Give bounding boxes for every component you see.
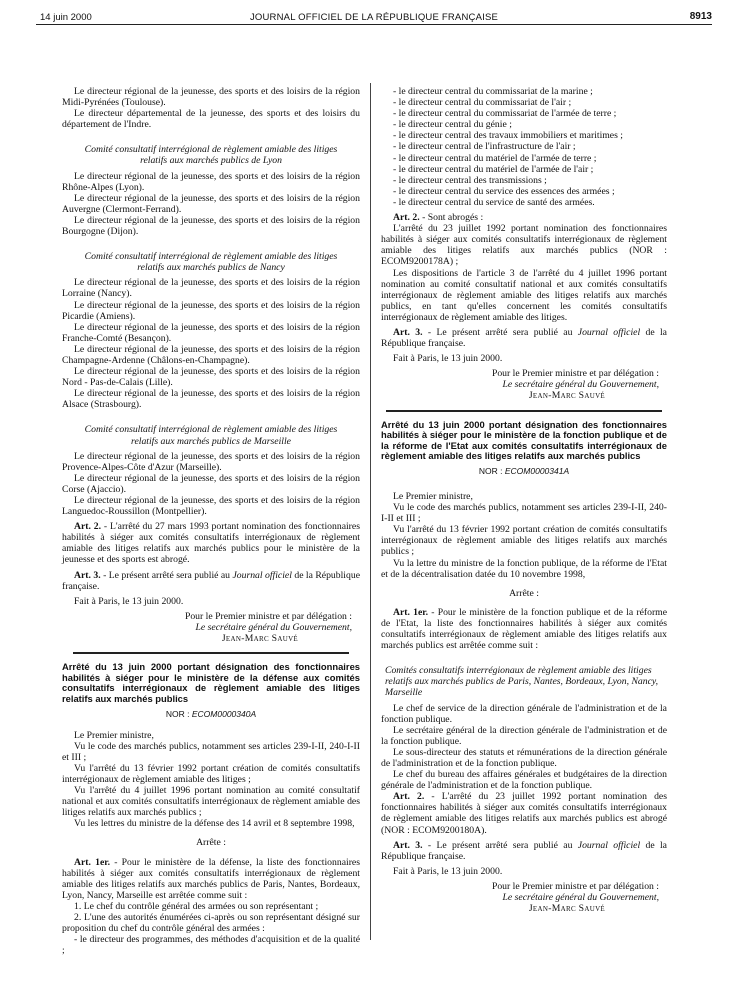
article-2-text: - L'arrêté du 27 mars 1993 portant nomination des fonctionnaires habilités à siéger aux comités consultatifs interrégionaux de règlement amiable des litiges relatifs aux marchés publics pour le ministère de la jeunesse et des sports est abrogé. [62, 521, 360, 566]
article-3 [381, 327, 667, 349]
abrogation-paragraph: L'arrêté du 23 juillet 1992 portant nomination des fonctionnaires habilités à siéger aux comités consultatifs interrégionaux de règlement amiable des litiges relatifs aux marchés publics (NOR : ECOM9200178A) ; [381, 223, 667, 268]
member-paragraph: Le directeur régional de la jeunesse, des sports et des loisirs de la région Nord - Pas-de-Calais (Lille). [62, 366, 360, 389]
signature-name: Jean-Marc Sauvé [528, 390, 605, 402]
member-paragraph: Le chef du bureau des affaires générales et budgétaires de la direction générale de l'administration et de la fonction publique. [381, 769, 667, 792]
header-title: JOURNAL OFFICIEL DE LA RÉPUBLIQUE FRANÇAISE [249, 12, 499, 23]
member-paragraph: Le directeur régional de la jeunesse, des sports et des loisirs de la région Corse (Ajaccio). [62, 472, 360, 495]
member-paragraph: Le directeur régional de la jeunesse, des sports et des loisirs de la région Rhône-Alpes (Lyon). [62, 170, 360, 193]
list-item: - le directeur central du matériel de l'armée de l'air ; [393, 163, 594, 175]
done-at: Fait à Paris, le 13 juin 2000. [74, 595, 184, 607]
article-1 [381, 607, 667, 651]
left-column [62, 86, 360, 956]
prime-minister: Le Premier ministre, [393, 491, 473, 502]
member-paragraph: Le directeur régional de la jeunesse, des sports et des loisirs de la région Bourgogne (Dijon). [62, 214, 360, 238]
member-paragraph: Le sous-directeur des statuts et rémunérations de la direction générale de l'administration et de la fonction publique. [381, 746, 667, 769]
committee-heading-marseille: Comité consultatif interrégional de règlement amiable des litiges relatifs aux marchés publics de Marseille [84, 424, 338, 447]
article-1 [62, 857, 360, 901]
member-paragraph: Le secrétaire général de la direction générale de l'administration et de la fonction publique. [381, 724, 667, 747]
article-2 [62, 521, 360, 565]
list-item: - le directeur central du commissariat de la marine ; [393, 86, 593, 97]
member-paragraph: Le directeur régional de la jeunesse, des sports et des loisirs de la région Picardie (Amiens). [62, 299, 360, 322]
member-paragraph: Le directeur régional de la jeunesse, des sports et des loisirs de la région Alsace (Strasbourg). [62, 388, 360, 411]
arrete-heading: Arrête : [196, 837, 226, 849]
list-item: - le directeur central du génie ; [393, 119, 512, 131]
nor-label: NOR : [165, 708, 192, 719]
member-paragraph: Le chef de service de la direction générale de l'administration et de la fonction publique. [381, 702, 667, 725]
article-2 [381, 791, 667, 835]
member-paragraph: Le directeur régional de la jeunesse, des sports et des loisirs de la région Franche-Comté (Besançon). [62, 321, 360, 344]
list-item: - le directeur central du matériel de l'armée de terre ; [393, 152, 597, 164]
right-column [381, 86, 667, 914]
journal-officiel-text: Journal officiel [232, 569, 292, 581]
article-2-text: - L'arrêté du 23 juillet 1992 portant nomination des fonctionnaires habilités à siéger aux comités consultatifs interrégionaux de règlement amiable des litiges relatifs aux marchés publics est abrogé (NOR : ECOM9200180A). [381, 791, 667, 836]
article-1-text: - Pour le ministère de la fonction publique et de la réforme de l'Etat, la liste des fonctionnaires habilités à siéger aux comités consultatifs interrégionaux de règlement amiable des litiges relatifs aux marchés publics est arrêtée comme suit : [381, 606, 668, 652]
committee-heading: Comités consultatifs interrégionaux de règlement amiable des litiges relatifs aux marchés publics de Paris, Nantes, Bordeaux, Lyon, Nancy, Marseille [385, 665, 659, 699]
committee-heading-nancy: Comité consultatif interrégional de règlement amiable des litiges relatifs aux marchés publics de Nancy [84, 251, 338, 274]
prime-minister: Le Premier ministre, [74, 729, 154, 741]
nor-reference [381, 466, 667, 477]
member-paragraph: Le directeur régional de la jeunesse, des sports et des loisirs de la région Lorraine (Nancy). [62, 277, 360, 300]
article-1-text: - Pour le ministère de la défense, la liste des fonctionnaires habilités à siéger aux comités consultatifs interrégionaux de règlement amiable des litiges relatifs aux marchés publics de Paris, Nantes, Bordeaux, Lyon, Nancy, Marseille est arrêtée comme suit : [62, 856, 360, 901]
nor-label: NOR : [478, 465, 505, 476]
column-divider [370, 83, 371, 940]
visa-paragraph: Vu la lettre du ministre de la fonction publique, de la réforme de l'Etat et de la décentralisation datée du 10 novembre 1998, [381, 557, 667, 580]
article-3-label: Art. 3. [393, 839, 423, 851]
visa-paragraph: Vu l'arrêté du 13 février 1992 portant création de comités consultatifs interrégionaux de règlement amiable des litiges relatifs aux marchés publics ; [381, 524, 667, 558]
visa-paragraph: Vu l'arrêté du 4 juillet 1996 portant nomination au comité consultatif national et aux comités consultatifs interrégionaux de règlement amiable des litiges relatifs aux marchés publics ; [62, 785, 360, 819]
visa-paragraph: Vu l'arrêté du 13 février 1992 portant création de comités consultatifs interrégionaux de règlement amiable des litiges ; [62, 762, 360, 785]
done-at: Fait à Paris, le 13 juin 2000. [393, 865, 503, 877]
visa-paragraph: Vu les lettres du ministre de la défense des 14 avril et 8 septembre 1998, [74, 818, 355, 830]
nor-code: ECOM0000341A [504, 465, 570, 476]
journal-officiel-text: Journal officiel [577, 326, 641, 338]
arrete-heading: Arrête : [509, 587, 539, 599]
article-3-text-end: de la République française. [381, 326, 667, 350]
journal-officiel-text: Journal officiel [577, 839, 641, 851]
article-3-text-end: de la République française. [381, 839, 667, 862]
member-paragraph: Le directeur régional de la jeunesse, des sports et des loisirs de la région Auvergne (Clermont-Ferrand). [62, 192, 360, 215]
member-paragraph: Le directeur régional de la jeunesse, des sports et des loisirs de la région Champagne-Ardenne (Châlons-en-Champagne). [62, 343, 360, 366]
article-3-text: - Le présent arrêté sera publié au [422, 326, 578, 338]
nor-code: ECOM0000340A [191, 708, 257, 719]
article-3-label: Art. 3. [393, 326, 423, 338]
header-page-number: 8913 [689, 11, 712, 22]
visa-paragraph: Vu le code des marchés publics, notamment ses articles 239-I-II, 240-I-II et III ; [62, 740, 360, 763]
nor-reference [62, 709, 360, 720]
list-item: - le directeur central du commissariat de l'armée de terre ; [393, 108, 617, 120]
article-2-label: Art. 2. [74, 521, 102, 533]
signature-delegation: Pour le Premier ministre et par délégation : [184, 610, 352, 622]
article-3-text: - Le présent arrêté sera publié au [422, 839, 578, 851]
article-1-label: Art. 1er. [393, 606, 429, 618]
list-item: - le directeur central des travaux immobiliers et maritimes ; [393, 130, 623, 142]
article-2-label: Art. 2. [393, 791, 425, 803]
article-3 [62, 570, 360, 592]
list-item: - le directeur central de l'infrastructure de l'air ; [393, 141, 576, 153]
article-3-label: Art. 3. [74, 569, 101, 581]
header-rule [36, 24, 712, 25]
decree-title: Arrêté du 13 juin 2000 portant désignation des fonctionnaires habilités à siéger pour le ministère de la défense aux comités consultatifs interrégionaux de règlement amiable des litiges relatifs aux marchés publics [62, 661, 360, 704]
visa-paragraph: Vu le code des marchés publics, notamment ses articles 239-I-II, 240-I-II et III ; [381, 502, 667, 525]
decree-title: Arrêté du 13 juin 2000 portant désignation des fonctionnaires habilités à siéger pour le ministère de la fonction publique et de la réforme de l'Etat aux comités consultatifs interrégionaux de règlement amiable des litiges relatifs aux marchés publics [381, 418, 667, 462]
header-date: 14 juin 2000 [40, 12, 92, 23]
signature-name: Jean-Marc Sauvé [221, 633, 298, 645]
signature-title: Le secrétaire général du Gouvernement, [502, 892, 659, 903]
list-item: - le directeur central du service des essences des armées ; [393, 185, 615, 197]
signature-name: Jean-Marc Sauvé [528, 903, 605, 915]
signature-title: Le secrétaire général du Gouvernement, [195, 621, 352, 633]
article-3-text-end: de la République française. [62, 569, 360, 592]
list-item: 1. Le chef du contrôle général des armées ou son représentant ; [74, 900, 319, 912]
article-2 [381, 212, 667, 223]
done-at: Fait à Paris, le 13 juin 2000. [393, 353, 503, 365]
signature-delegation: Pour le Premier ministre et par délégation : [491, 880, 659, 892]
signature-title: Le secrétaire général du Gouvernement, [502, 379, 659, 391]
list-item: - le directeur central du service de santé des armées. [393, 196, 595, 208]
member-paragraph: Le directeur régional de la jeunesse, des sports et des loisirs de la région Midi-Pyrénées (Toulouse). [62, 86, 360, 109]
member-paragraph: Le directeur départemental de la jeunesse, des sports et des loisirs du département de l'Indre. [62, 108, 360, 131]
article-3 [381, 840, 667, 862]
list-item: - le directeur central des transmissions ; [393, 174, 547, 186]
signature-delegation: Pour le Premier ministre et par délégation : [491, 368, 659, 380]
member-paragraph: Le directeur régional de la jeunesse, des sports et des loisirs de la région Languedoc-Roussillon (Montpellier). [62, 495, 360, 518]
list-item: 2. L'une des autorités énumérées ci-après ou son représentant désigné sur proposition du chef du contrôle général des armées : [62, 912, 360, 935]
member-paragraph: Le directeur régional de la jeunesse, des sports et des loisirs de la région Provence-Alpes-Côte d'Azur (Marseille). [62, 450, 360, 473]
article-2-label: Art. 2. [393, 212, 420, 224]
list-item: - le directeur des programmes, des méthodes d'acquisition et de la qualité ; [62, 934, 360, 957]
article-2-text: - Sont abrogés : [419, 212, 484, 224]
abrogation-paragraph: Les dispositions de l'article 3 de l'arrêté du 4 juillet 1996 portant nomination au comité consultatif national et aux comités consultatifs interrégionaux de règlement amiable des litiges relatifs aux marchés publics, en tant qu'elles concernent les comités consultatifs interrégionaux de règlement amiable des litiges. [381, 267, 667, 323]
article-1-label: Art. 1er. [74, 856, 111, 868]
article-3-text: - Le présent arrêté sera publié au [100, 569, 233, 581]
committee-heading-lyon: Comité consultatif interrégional de règlement amiable des litiges relatifs aux marchés publics de Lyon [84, 144, 338, 167]
list-item: - le directeur central du commissariat de l'air ; [393, 97, 572, 109]
